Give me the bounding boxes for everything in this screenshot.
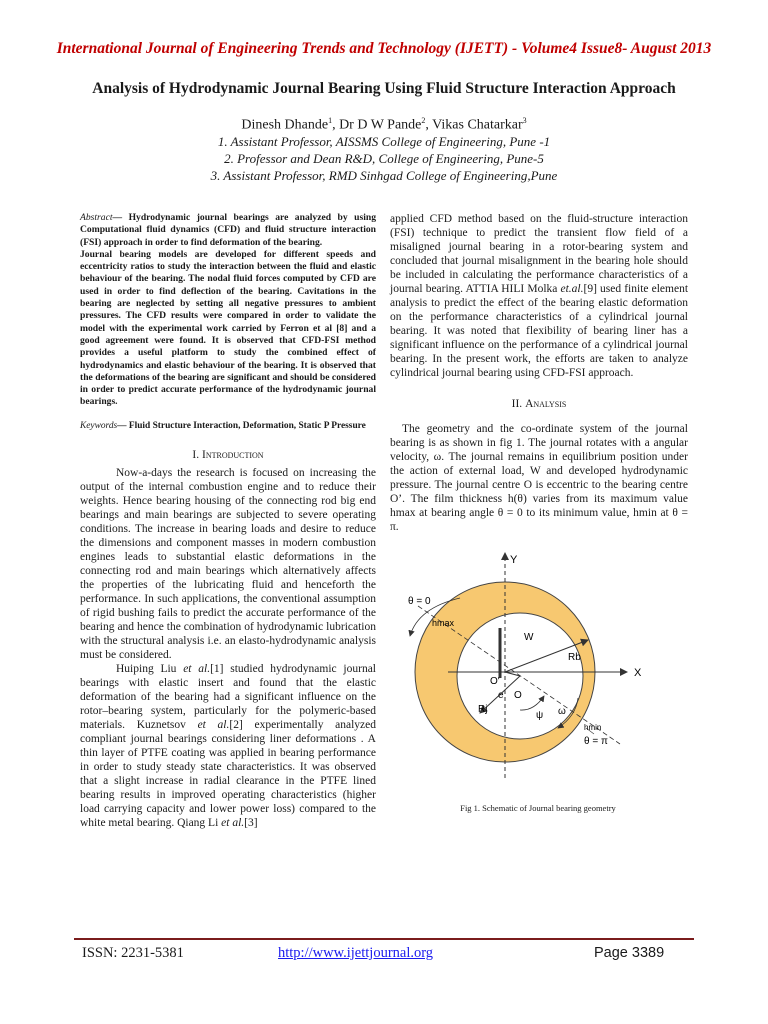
citation-etal: et al. (183, 663, 211, 676)
section-heading (80, 448, 376, 462)
citation-etal: et al. (221, 817, 245, 830)
keywords-dash: — (117, 420, 127, 431)
figure-caption: Fig 1. Schematic of Journal bearing geometry (460, 803, 616, 813)
thetapi-label: θ = π (584, 736, 608, 747)
psi-label: ψ (536, 710, 544, 721)
journal-header: International Journal of Engineering Trends and Technology (IJETT) - Volume4 Issue8- August 2013 (56, 40, 712, 57)
keywords-text: Fluid Structure Interaction, Deformation, Static P Pressure (128, 420, 366, 431)
keywords (80, 420, 376, 432)
journal-url-link[interactable]: http://www.ijettjournal.org (278, 945, 434, 961)
x-axis-arrow (620, 668, 628, 676)
affiliation: 3. Assistant Professor, RMD Sinhgad College of Engineering,Pune (210, 168, 558, 183)
right-column (390, 212, 688, 534)
y-axis-arrow (501, 552, 509, 560)
author-name: Vikas Chatarkar (432, 117, 523, 133)
text-run: Huiping Liu (116, 663, 184, 676)
rj-label: Rj (478, 704, 488, 715)
abstract-text: Hydrodynamic journal bearings are analyzed by using Computational fluid dynamics (CFD) and fluid structure interaction (FSI) approach in order to find deformation of the bearing. (80, 212, 376, 248)
e-label: e (498, 690, 504, 701)
author-list: Dinesh Dhande$^1$, Dr D W Pande$^2$, Vikas Chatarkar$^3$ (241, 116, 527, 133)
abstract (80, 212, 376, 249)
hmax-label: hmax (432, 618, 455, 628)
w-label: W (524, 632, 534, 643)
o-label: O (514, 690, 522, 701)
footer-rule (74, 938, 694, 940)
section-title: Introduction (201, 449, 264, 462)
text-run: [9] used finite element analysis to predict the effect of the bearing elastic deformation on the performance characteristics of a cylindrical journal bearing. It was noted that flexibility of bearing liner has a significant influence on the performance of a cylindrical journal bearing. In the present work, the efforts are taken to analyze cylindrical journal bearing using CFD-FSI approach. (390, 283, 689, 379)
o-prime-label: O' (490, 676, 500, 687)
section-title: Analysis (525, 398, 567, 410)
bearing-geometry-figure (388, 548, 688, 803)
citation-etal: et al. (197, 719, 230, 732)
abstract-paragraph: Journal bearing models are developed for different speeds and eccentricity ratios to study the interaction between the fluid and elastic behaviour of the bearing. The nodal fluid forces computed by CFD are used in order to find deflection of the bearing. Cavitations in the bearing are neglected by setting all negative pressures to ambient pressures. The CFD results were compared in order to validate the model with the experimental work carried by Ferron et al [8] and a good agreement were found. It is observed that CFD-FSI method provides a useful platform to study the combined effect of hydrodynamics and elastic behaviour of the bearing. It is observed that the deformations of the bearing are significant and should be considered in order to predict accurate performance of the hydrodynamic journal bearings. (80, 248, 376, 408)
paper-title: Analysis of Hydrodynamic Journal Bearing Using Fluid Structure Interaction Approach (92, 80, 676, 97)
text-run: applied CFD method based on the fluid-structure interaction (FSI) technique to predict the transient flow field of a misaligned journal bearing in a rotor-bearing system and concluded that journal misalignment in the bearing hole should be included in calculating the performance characteristics of a journal bearing. ATTIA HILI Molka (390, 213, 688, 295)
y-label: Y (510, 554, 518, 566)
affiliation: 1. Assistant Professor, AISSMS College of Engineering, Pune -1 (217, 134, 551, 149)
author-name: Dr D W Pande (339, 117, 422, 133)
author-sup: 3 (522, 116, 527, 125)
theta0-label: θ = 0 (408, 596, 431, 607)
section-number: II. (511, 398, 523, 410)
affiliation: 2. Professor and Dean R&D, College of Engineering, Pune-5 (224, 151, 544, 166)
text-run: [1] studied hydrodynamic journal bearings with elastic insert and found that the elastic deformation of the bearing had a significant influence on the rotor–bearing system, particularly for the polymeric-based materials. Kuznetsov (80, 663, 376, 732)
omega-label: ω (558, 706, 566, 717)
section-number: I. (192, 449, 200, 462)
text-run: [2] experimentally analyzed compliant journal bearings considering liner deformations . A thin layer of PTFE coating was applied in bearing performance in order to study steady state characteristics. It was observed that a slight increase in radial clearance in the PTFE lined bearing results in improved operating characteristics (higher load carrying capacity and lower power loss) compared to the white metal bearing. Qiang Li (80, 719, 376, 830)
section-heading (390, 397, 688, 411)
keywords-label: Keywords (80, 420, 118, 431)
author-sup: 2 (421, 116, 426, 125)
paragraph: The geometry and the co-ordinate system of the journal bearing is as shown in fig 1. The journal rotates with a angular velocity, ω. The journal remains in equilibrium position under the action of external load, W and developed hydrodynamic pressure. The journal centre O is eccentric to the bearing centre O’. The film thickness h(θ) varies from its maximum value hmax at bearing angle θ = 0 to its minimum value, hmin at θ = π. (390, 423, 688, 533)
paragraph (390, 212, 688, 380)
x-label: X (634, 667, 642, 679)
left-column (80, 212, 376, 830)
citation-etal: et.al. (560, 283, 584, 295)
paragraph (80, 662, 376, 830)
author-sup: 1 (328, 116, 333, 125)
abstract-label: Abstract (80, 212, 113, 223)
issn: ISSN: 2231-5381 (82, 945, 184, 961)
hmin-label: hmin (584, 723, 602, 732)
author-name: Dinesh Dhande (241, 117, 329, 133)
abstract-dash: — (112, 212, 123, 223)
page-number: Page 3389 (594, 945, 665, 961)
rb-label: Rb (568, 652, 581, 663)
text-run: [3] (244, 817, 258, 830)
paragraph: Now-a-days the research is focused on increasing the output of the internal combustion engine and to reduce their weights. Hence bearing housing of the connecting rod big end bearings and main bearings are subjected to severe operating conditions. The increase in bearing loads and desire to reduce the dimensions and component masses in modern combustion engines leads to substantial elastic deformations in the connecting rod and main bearings which alternatively affects the properties of the lubricating fluid and henceforth the performance. In such applications, the conventional assumption of rigid bushing fails to predict the accurate performance of the bearing and hence the combination of hydrodynamic lubrication with the structural analysis i.e. an elasto-hydrodynamic analysis must be considered. (80, 467, 376, 662)
